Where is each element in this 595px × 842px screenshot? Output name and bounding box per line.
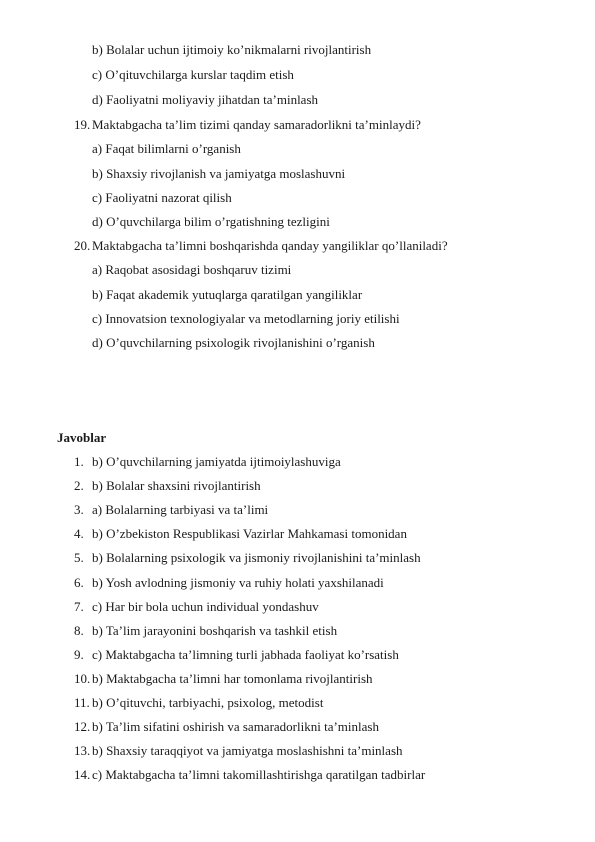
answer-text: a) Bolalarning tarbiyasi va ta’limi bbox=[92, 502, 269, 517]
answer-text: b) O’qituvchi, tarbiyachi, psixolog, metodist bbox=[92, 695, 324, 710]
question-19-option-b: b) Shaxsiy rivojlanish va jamiyatga moslashuvni bbox=[92, 166, 346, 181]
answer-text: b) Bolalar shaxsini rivojlantirish bbox=[92, 478, 261, 493]
question-19-number: 19. bbox=[74, 117, 91, 132]
answer-text: b) Yosh avlodning jismoniy va ruhiy holati yaxshilanadi bbox=[92, 575, 384, 590]
question-20-text: Maktabgacha ta’limni boshqarishda qanday yangiliklar qo’llaniladi? bbox=[92, 238, 448, 253]
option-c-prev: c) O’qituvchilarga kurslar taqdim etish bbox=[92, 67, 294, 82]
answer-number: 9. bbox=[74, 647, 84, 662]
answer-text: c) Maktabgacha ta’limni takomillashtirishga qaratilgan tadbirlar bbox=[92, 767, 426, 782]
question-20-number: 20. bbox=[74, 238, 91, 253]
answer-text: c) Har bir bola uchun individual yondashuv bbox=[92, 599, 319, 614]
answer-number: 14. bbox=[74, 767, 91, 782]
question-20-option-d: d) O’quvchilarning psixologik rivojlanishini o’rganish bbox=[92, 335, 375, 350]
answer-number: 4. bbox=[74, 526, 84, 541]
answer-text: b) Bolalarning psixologik va jismoniy rivojlanishini ta’minlash bbox=[92, 550, 421, 565]
answer-number: 5. bbox=[74, 550, 84, 565]
option-d-prev: d) Faoliyatni moliyaviy jihatdan ta’minlash bbox=[92, 92, 319, 107]
answer-number: 6. bbox=[74, 575, 84, 590]
question-19-text: Maktabgacha ta’lim tizimi qanday samaradorlikni ta’minlaydi? bbox=[92, 117, 421, 132]
answer-number: 2. bbox=[74, 478, 84, 493]
answer-number: 11. bbox=[74, 695, 90, 710]
answer-text: b) O’quvchilarning jamiyatda ijtimoiylashuviga bbox=[92, 454, 341, 469]
answer-number: 13. bbox=[74, 743, 91, 758]
answer-text: b) Ta’lim jarayonini boshqarish va tashkil etish bbox=[92, 623, 338, 638]
question-19-option-a: a) Faqat bilimlarni o’rganish bbox=[92, 141, 241, 156]
answer-text: c) Maktabgacha ta’limning turli jabhada faoliyat ko’rsatish bbox=[92, 647, 399, 662]
answer-number: 8. bbox=[74, 623, 84, 638]
answer-text: b) Maktabgacha ta’limni har tomonlama rivojlantirish bbox=[92, 671, 373, 686]
question-20-option-b: b) Faqat akademik yutuqlarga qaratilgan yangiliklar bbox=[92, 287, 363, 302]
answers-heading: Javoblar bbox=[57, 430, 107, 445]
answer-text: b) Shaxsiy taraqqiyot va jamiyatga moslashishni ta’minlash bbox=[92, 743, 403, 758]
answer-number: 3. bbox=[74, 502, 84, 517]
option-b-prev: b) Bolalar uchun ijtimoiy ko’nikmalarni rivojlantirish bbox=[92, 42, 372, 57]
question-19-option-c: c) Faoliyatni nazorat qilish bbox=[92, 190, 232, 205]
question-19-option-d: d) O’quvchilarga bilim o’rgatishning tezligini bbox=[92, 214, 330, 229]
answer-number: 1. bbox=[74, 454, 84, 469]
question-20-option-c: c) Innovatsion texnologiyalar va metodlarning joriy etilishi bbox=[92, 311, 400, 326]
answer-number: 12. bbox=[74, 719, 91, 734]
answer-text: b) O’zbekiston Respublikasi Vazirlar Mahkamasi tomonidan bbox=[92, 526, 407, 541]
question-20-option-a: a) Raqobat asosidagi boshqaruv tizimi bbox=[92, 262, 292, 277]
answer-number: 10. bbox=[74, 671, 91, 686]
answer-text: b) Ta’lim sifatini oshirish va samaradorlikni ta’minlash bbox=[92, 719, 379, 734]
answer-number: 7. bbox=[74, 599, 84, 614]
